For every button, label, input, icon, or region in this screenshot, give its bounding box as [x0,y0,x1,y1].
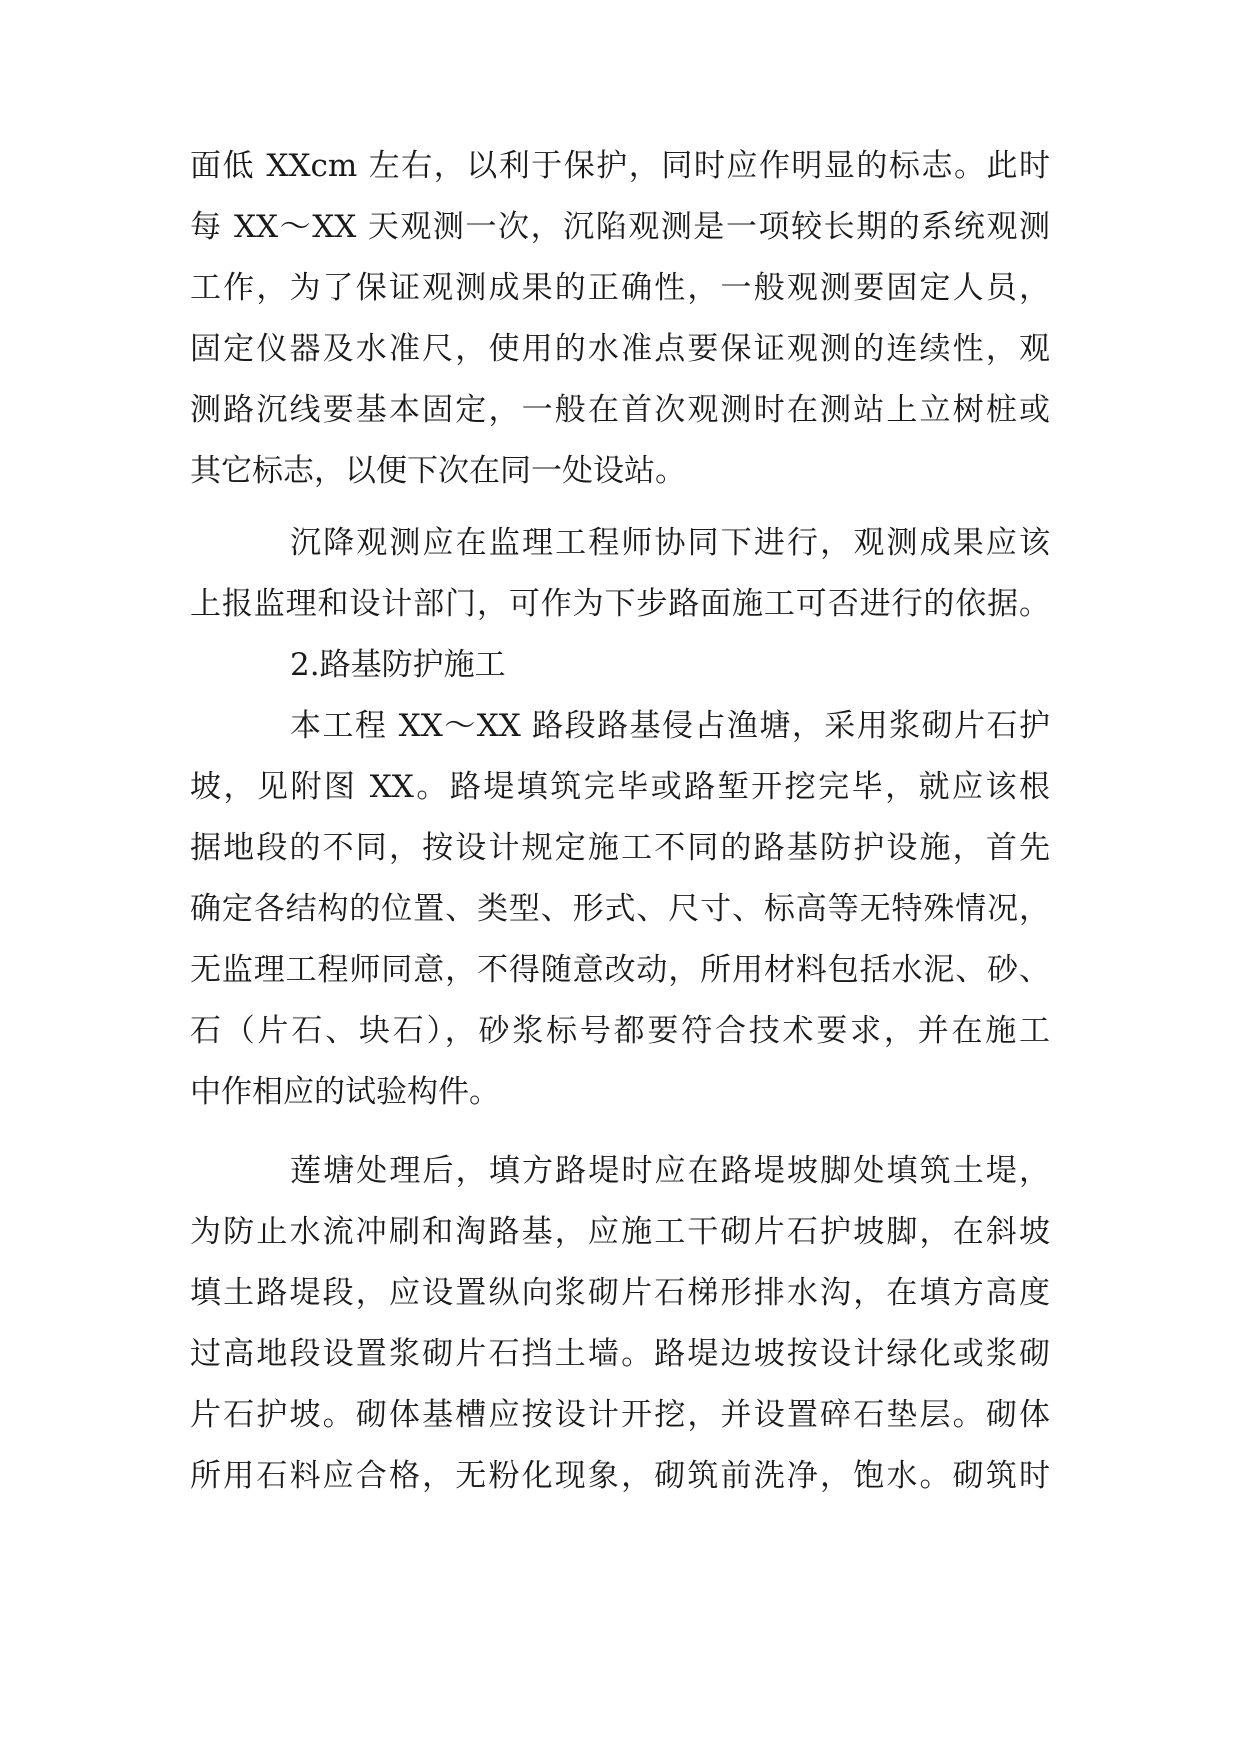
paragraph-2-line-2: 上报监理和设计部门，可作为下步路面施工可否进行的依据。 [190,586,1050,622]
paragraph-4-line-3: 填土路堤段，应设置纵向浆砌片石梯形排水沟，在填方高度 [190,1275,1050,1311]
paragraph-3-line-5: 无监理工程师同意，不得随意改动，所用材料包括水泥、砂、 [190,952,1050,988]
paragraph-2-line-1: 沉降观测应在监理工程师协同下进行，观测成果应该 [290,525,1050,561]
text-line-4: 固定仪器及水准尺，使用的水准点要保证观测的连续性，观 [190,331,1050,367]
paragraph-3-line-4: 确定各结构的位置、类型、形式、尺寸、标高等无特殊情况， [190,891,1050,927]
paragraph-4-line-2: 为防止水流冲刷和淘路基，应施工干砌片石护坡脚，在斜坡 [190,1214,1050,1250]
text-line-5: 测路沉线要基本固定，一般在首次观测时在测站上立树桩或 [190,392,1050,428]
paragraph-4-line-6: 所用石料应合格，无粉化现象，砌筑前洗净，饱水。砌筑时 [190,1458,1050,1494]
paragraph-4-line-4: 过高地段设置浆砌片石挡土墙。路堤边坡按设计绿化或浆砌 [190,1336,1050,1372]
paragraph-3-line-6: 石（片石、块石），砂浆标号都要符合技术要求，并在施工 [190,1013,1050,1049]
text-line-3: 工作，为了保证观测成果的正确性，一般观测要固定人员， [190,270,1050,306]
text-line-1: 面低 XXcm 左右，以利于保护，同时应作明显的标志。此时 [190,148,1050,184]
paragraph-4-line-5: 片石护坡。砌体基槽应按设计开挖，并设置碎石垫层。砌体 [190,1397,1050,1433]
section-heading: 2.路基防护施工 [290,647,506,683]
paragraph-3-line-3: 据地段的不同，按设计规定施工不同的路基防护设施，首先 [190,830,1050,866]
text-line-6: 其它标志，以便下次在同一处设站。 [190,453,686,489]
text-line-2: 每 XX～XX 天观测一次，沉陷观测是一项较长期的系统观测 [190,209,1050,245]
paragraph-3-line-1: 本工程 XX～XX 路段路基侵占渔塘，采用浆砌片石护 [290,708,1050,744]
paragraph-4-line-1: 莲塘处理后，填方路堤时应在路堤坡脚处填筑土堤， [290,1153,1050,1189]
paragraph-3-line-7: 中作相应的试验构件。 [190,1074,500,1110]
paragraph-3-line-2: 坡，见附图 XX。路堤填筑完毕或路堑开挖完毕，就应该根 [190,769,1050,805]
